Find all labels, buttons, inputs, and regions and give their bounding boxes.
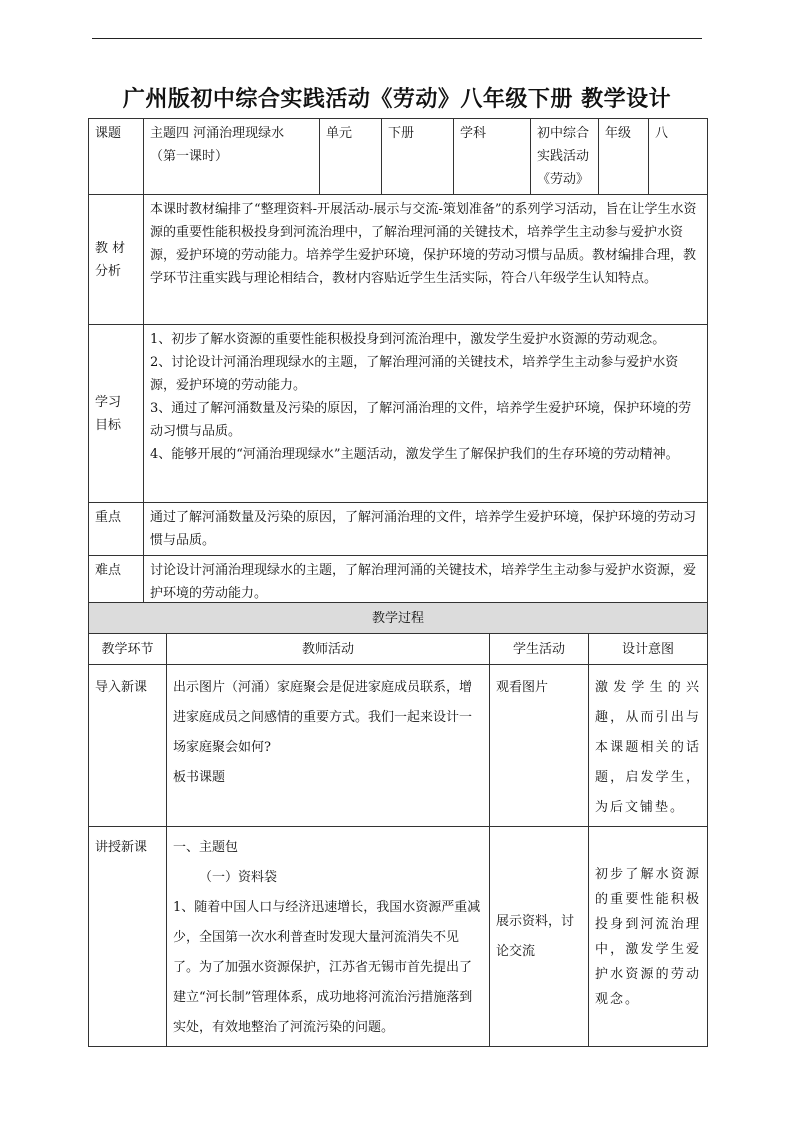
goal-item: 1、初步了解水资源的重要性能积极投身到河流治理中，激发学生爱护水资源的劳动观念。 [150, 332, 666, 347]
subject-value-line2: 实践活动 [537, 149, 590, 164]
header-rule [92, 38, 702, 39]
student-activity-cell: 展示资料，讨论交流 [490, 827, 589, 1047]
subject-value-line3: 《劳动》 [537, 172, 590, 187]
column-header-teacher: 教师活动 [167, 634, 490, 665]
subject-label: 学科 [454, 119, 531, 195]
key-point-label: 重点 [89, 503, 144, 556]
stage-cell: 讲授新课 [89, 827, 167, 1047]
goals-list [144, 325, 708, 503]
analysis-row [89, 195, 708, 325]
goals-label [89, 325, 144, 503]
grade-value: 八 [649, 119, 708, 195]
key-point-text: 通过了解河涌数量及污染的原因，了解河涌治理的文件，培养学生爱护环境，保护环境的劳动习惯与品质。 [144, 503, 708, 556]
design-intent-cell: 激发学生的兴趣，从而引出与本课题相关的话题，启发学生，为后文铺垫。 [589, 665, 708, 827]
process-column-headers [89, 634, 708, 665]
table-row [89, 827, 708, 1047]
goal-item: 4、能够开展的“河涌治理现绿水”主题活动，激发学生了解保护我们的生存环境的劳动精神。 [150, 447, 679, 462]
teaching-process-table [88, 602, 708, 1047]
teacher-activity-text: 出示图片（河涌）家庭聚会是促进家庭成员联系，增进家庭成员之间感情的重要方式。我们一起来设计一场家庭聚会如何? [173, 680, 473, 755]
goal-item: 3、通过了解河涌数量及污染的原因，了解河涌治理的文件，培养学生爱护环境，保护环境的劳动习惯与品质。 [150, 401, 692, 439]
subject-value-line1: 初中综合 [537, 126, 590, 141]
analysis-label [89, 195, 144, 325]
goal-item: 2、讨论设计河涌治理现绿水的主题，了解治理河涌的关键技术，培养学生主动参与爱护水资源，爱护环境的劳动能力。 [150, 355, 679, 393]
grade-label: 年级 [599, 119, 649, 195]
student-activity-cell: 观看图片 [490, 665, 589, 827]
goals-row [89, 325, 708, 503]
analysis-paragraph: 本课时教材编排了“整理资料-开展活动-展示与交流-策划准备”的系列学习活动，旨在让学生水资源的重要性能积极投身到河流治理中，了解治理河涌的关键技术，培养学生主动参与爱护水资源，爱护环境的劳动能力。培养学生爱护环境，保护环境的劳动习惯与品质。教材编排合理，教学环节注重实践与理论相结合，教材内容贴近学生生活实际，符合八年级学生认知特点。 [150, 202, 697, 286]
unit-label: 单元 [320, 119, 382, 195]
page-title: 广州版初中综合实践活动《劳动》八年级下册 教学设计 [122, 87, 672, 112]
topic-value-line1: 主题四 河涌治理现绿水 [150, 126, 285, 141]
teacher-activity-text: （一）资料袋 [199, 870, 278, 885]
difficulty-label: 难点 [89, 556, 144, 609]
stage-cell: 导入新课 [89, 665, 167, 827]
design-intent-cell: 初步了解水资源的重要性能积极投身到河流治理中，激发学生爱护水资源的劳动观念。 [589, 827, 708, 1047]
column-header-intent: 设计意图 [589, 634, 708, 665]
key-point-row [89, 503, 708, 556]
teacher-activity-cell [167, 665, 490, 827]
column-header-student: 学生活动 [490, 634, 589, 665]
process-header: 教学过程 [89, 603, 708, 634]
topic-value-line2: （第一课时） [150, 149, 229, 164]
teacher-activity-text: 1、随着中国人口与经济迅速增长，我国水资源严重减少，全国第一次水利普查时发现大量河流消失不见了。为了加强水资源保护，江苏省无锡市首先提出了建立“河长制”管理体系，成功地将河流治污措施落到实处，有效地整治了河流污染的问题。 [173, 900, 481, 1035]
difficulty-row [89, 556, 708, 609]
teacher-activity-text: 板书课题 [173, 770, 226, 785]
teacher-activity-cell [167, 827, 490, 1047]
analysis-label-line1: 教 材 [95, 240, 126, 256]
teacher-activity-text: 一、主题包 [173, 840, 239, 855]
goals-label-line1: 学习 [95, 394, 122, 410]
analysis-text [144, 195, 708, 325]
table-row [89, 665, 708, 827]
subject-value [531, 119, 599, 195]
process-header-row [89, 603, 708, 634]
unit-value: 下册 [382, 119, 454, 195]
difficulty-text: 讨论设计河涌治理现绿水的主题，了解治理河涌的关键技术，培养学生主动参与爱护水资源，爱护环境的劳动能力。 [144, 556, 708, 609]
topic-value [144, 119, 320, 195]
lesson-info-table [88, 118, 708, 609]
info-row [89, 119, 708, 195]
goals-label-line2: 目标 [95, 417, 122, 433]
topic-label: 课题 [89, 119, 144, 195]
column-header-stage: 教学环节 [89, 634, 167, 665]
analysis-label-line2: 分析 [95, 263, 122, 279]
